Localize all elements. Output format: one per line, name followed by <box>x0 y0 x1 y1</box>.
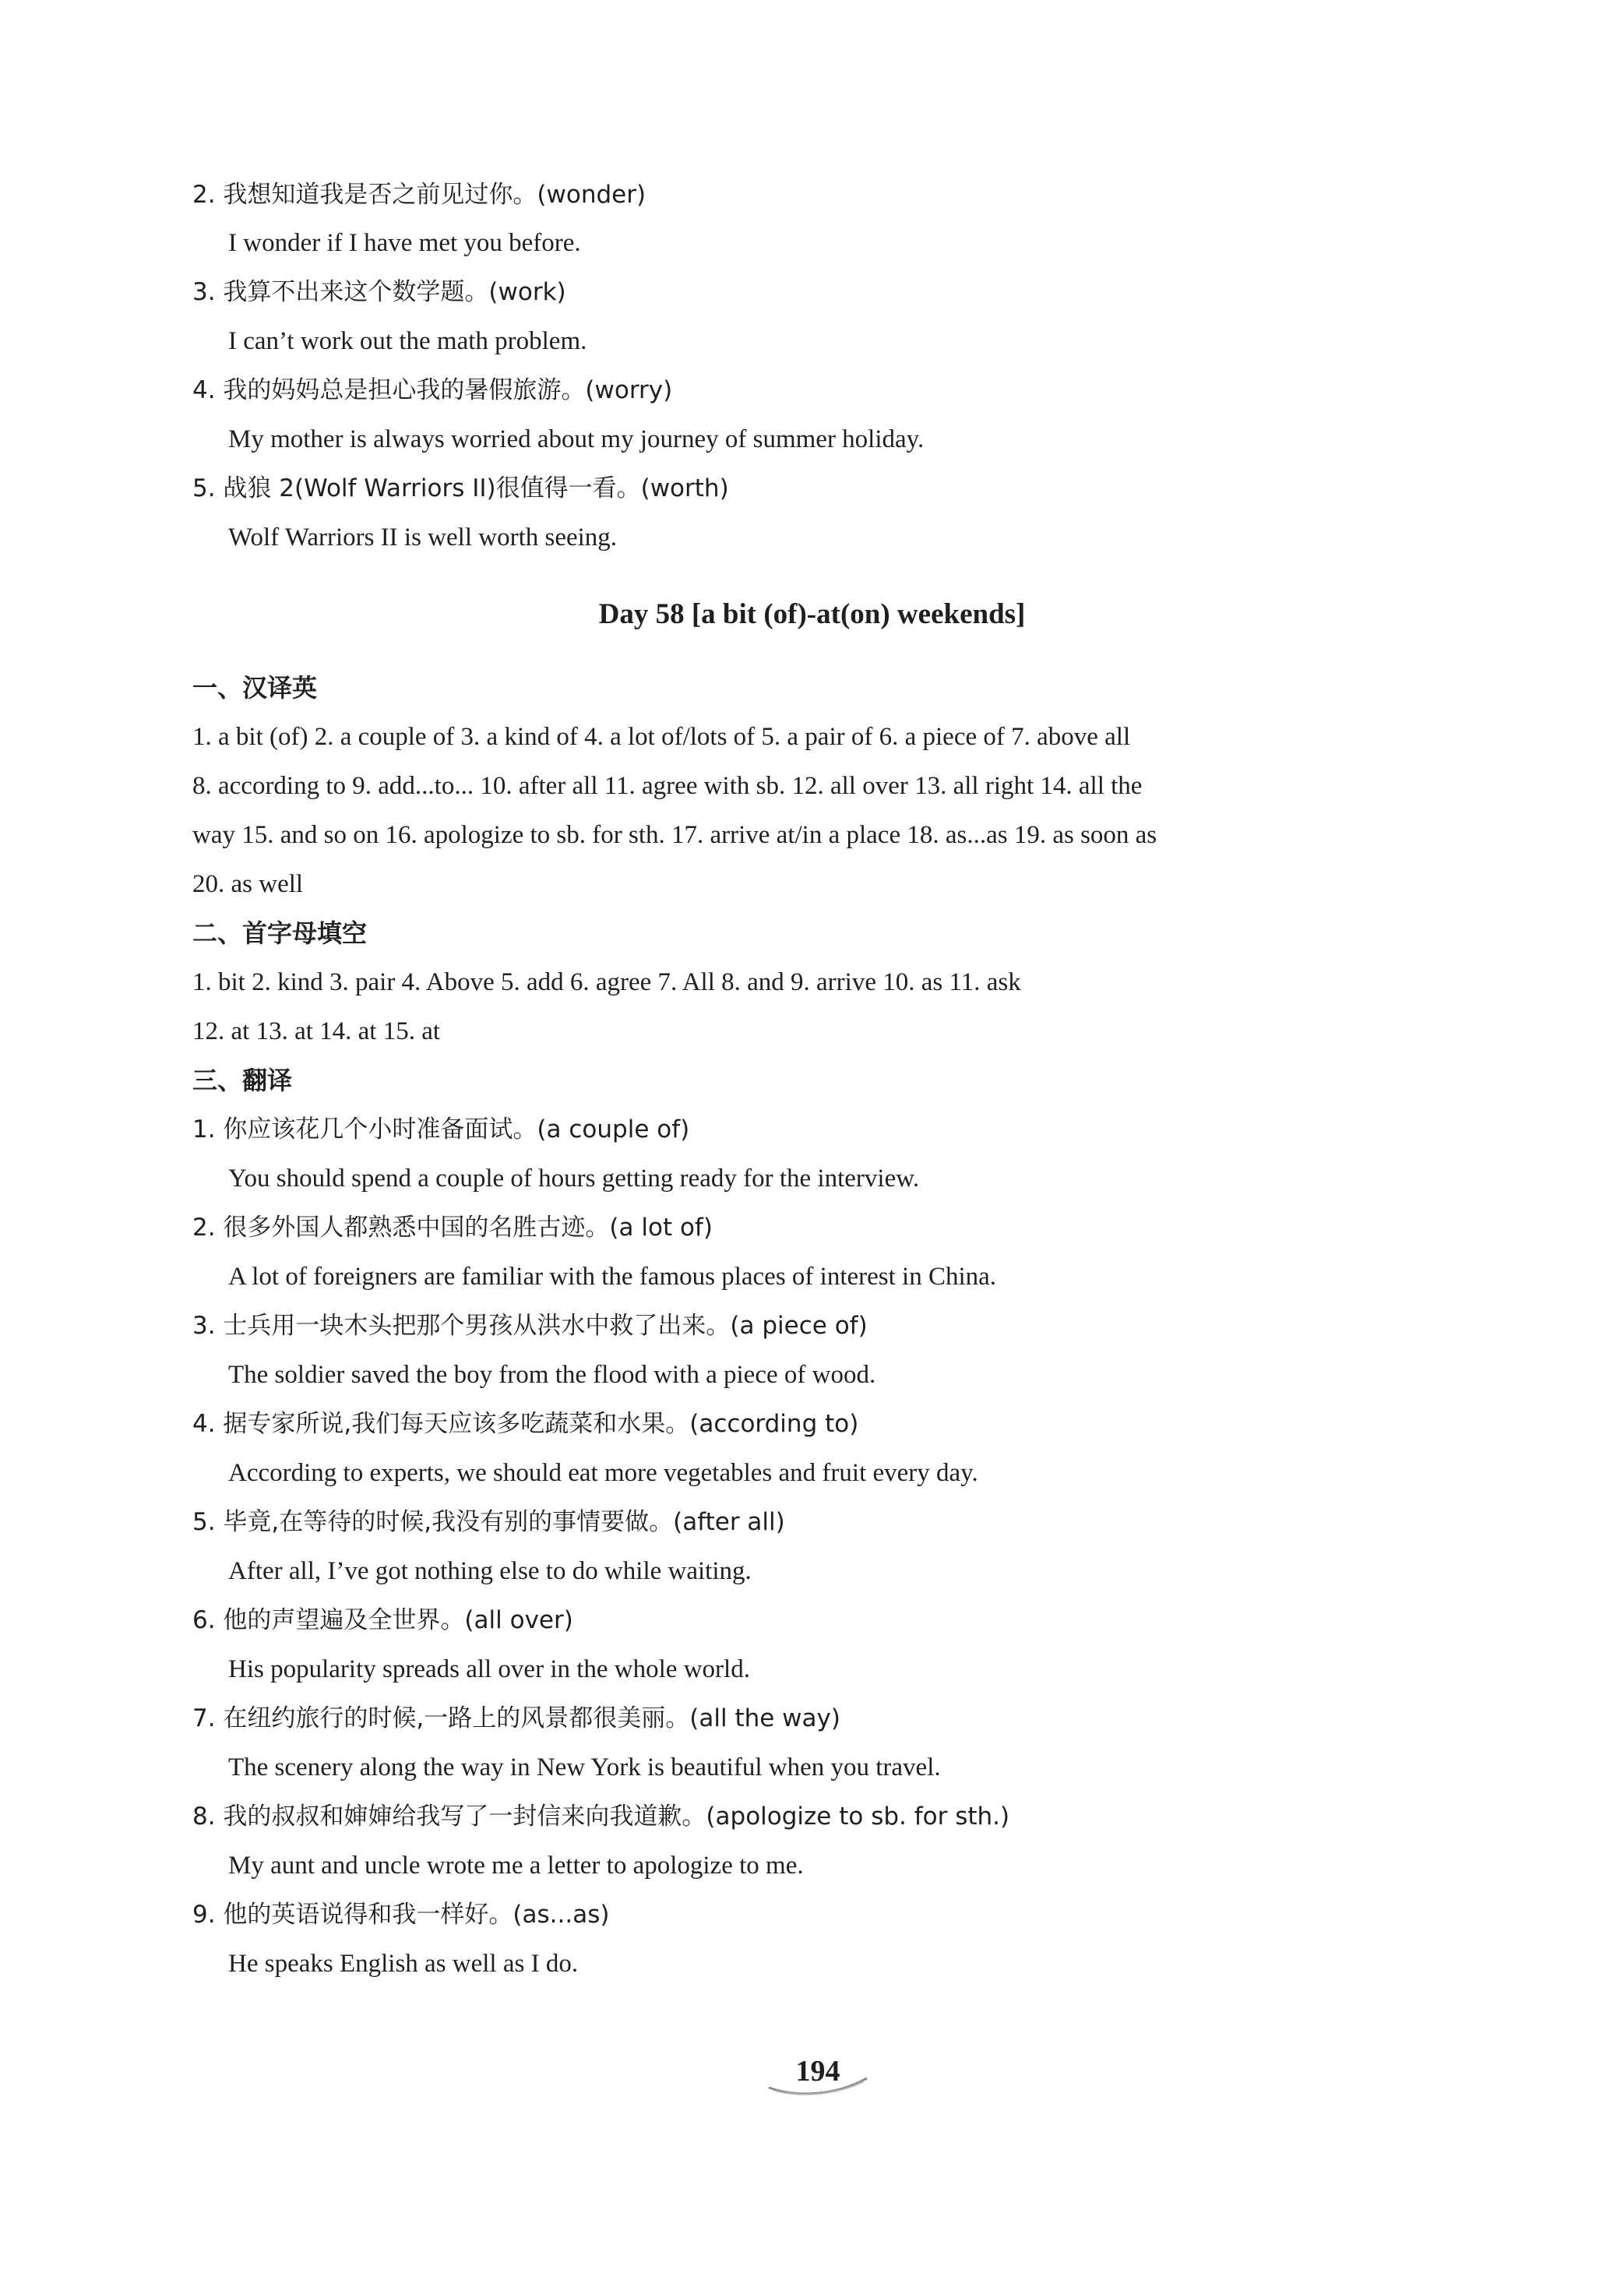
part3-item-8-en: My aunt and uncle wrote me a letter to apologize to me. <box>228 1852 804 1880</box>
part1-line-1: 1. a bit (of) 2. a couple of 3. a kind of 4. a lot of/lots of 5. a pair of 6. a piece of 7. above all <box>192 723 1131 751</box>
part2-line-1: 1. bit 2. kind 3. pair 4. Above 5. add 6. agree 7. All 8. and 9. arrive 10. as 11. ask <box>192 968 1021 996</box>
part3-item-1-zh: 1. 你应该花几个小时准备面试。(a couple of) <box>192 1115 690 1144</box>
part3-item-6-zh: 6. 他的声望遍及全世界。(all over) <box>192 1606 573 1634</box>
part3-item-5-en: After all, I’ve got nothing else to do while waiting. <box>228 1557 752 1585</box>
part3-heading: 三、翻译 <box>192 1066 293 1095</box>
part3-item-2-zh: 2. 很多外国人都熟悉中国的名胜古迹。(a lot of) <box>192 1214 713 1242</box>
part3-item-4-en: According to experts, we should eat more vegetables and fruit every day. <box>228 1459 978 1487</box>
part1-heading: 一、汉译英 <box>192 673 318 703</box>
part1-line-3: way 15. and so on 16. apologize to sb. for sth. 17. arrive at/in a place 18. as...as 19. as soon as <box>192 821 1157 849</box>
part1-line-2: 8. according to 9. add...to... 10. after all 11. agree with sb. 12. all over 13. all right 14. all the <box>192 772 1143 800</box>
part3-item-6-en: His popularity spreads all over in the whole world. <box>228 1655 750 1683</box>
part3-item-9-en: He speaks English as well as I do. <box>228 1950 579 1978</box>
part3-item-4-zh: 4. 据专家所说,我们每天应该多吃蔬菜和水果。(according to) <box>192 1410 859 1438</box>
part3-item-3-en: The soldier saved the boy from the flood with a piece of wood. <box>228 1361 876 1389</box>
prev-item-4-zh: 4. 我的妈妈总是担心我的暑假旅游。(worry) <box>192 376 673 404</box>
prev-item-4-en: My mother is always worried about my journey of summer holiday. <box>228 425 925 453</box>
part3-item-2-en: A lot of foreigners are familiar with the famous places of interest in China. <box>228 1263 997 1291</box>
part3-item-1-en: You should spend a couple of hours getting ready for the interview. <box>228 1165 920 1193</box>
page-number-swoosh-icon <box>767 2074 868 2097</box>
prev-item-3-en: I can’t work out the math problem. <box>228 327 587 355</box>
day-title: Day 58 [a bit (of)-at(on) weekends] <box>598 598 1026 630</box>
prev-item-2-en: I wonder if I have met you before. <box>228 229 581 257</box>
prev-item-5-zh: 5. 战狼 2(Wolf Warriors II)很值得一看。(worth) <box>192 474 729 502</box>
part1-line-4: 20. as well <box>192 870 304 898</box>
prev-item-2-zh: 2. 我想知道我是否之前见过你。(wonder) <box>192 181 646 209</box>
page-number: 194 <box>795 2055 840 2088</box>
part2-line-2: 12. at 13. at 14. at 15. at <box>192 1017 441 1045</box>
part3-item-5-zh: 5. 毕竟,在等待的时候,我没有别的事情要做。(after all) <box>192 1508 785 1536</box>
part3-item-7-en: The scenery along the way in New York is beautiful when you travel. <box>228 1753 941 1781</box>
part2-heading: 二、首字母填空 <box>192 918 368 948</box>
part3-item-7-zh: 7. 在纽约旅行的时候,一路上的风景都很美丽。(all the way) <box>192 1704 840 1732</box>
prev-item-5-en: Wolf Warriors II is well worth seeing. <box>228 523 618 551</box>
part3-item-9-zh: 9. 他的英语说得和我一样好。(as...as) <box>192 1901 610 1929</box>
prev-item-3-zh: 3. 我算不出来这个数学题。(work) <box>192 278 566 306</box>
part3-item-8-zh: 8. 我的叔叔和婶婶给我写了一封信来向我道歉。(apologize to sb. for sth.) <box>192 1803 1010 1831</box>
part3-item-3-zh: 3. 士兵用一块木头把那个男孩从洪水中救了出来。(a piece of) <box>192 1312 868 1340</box>
